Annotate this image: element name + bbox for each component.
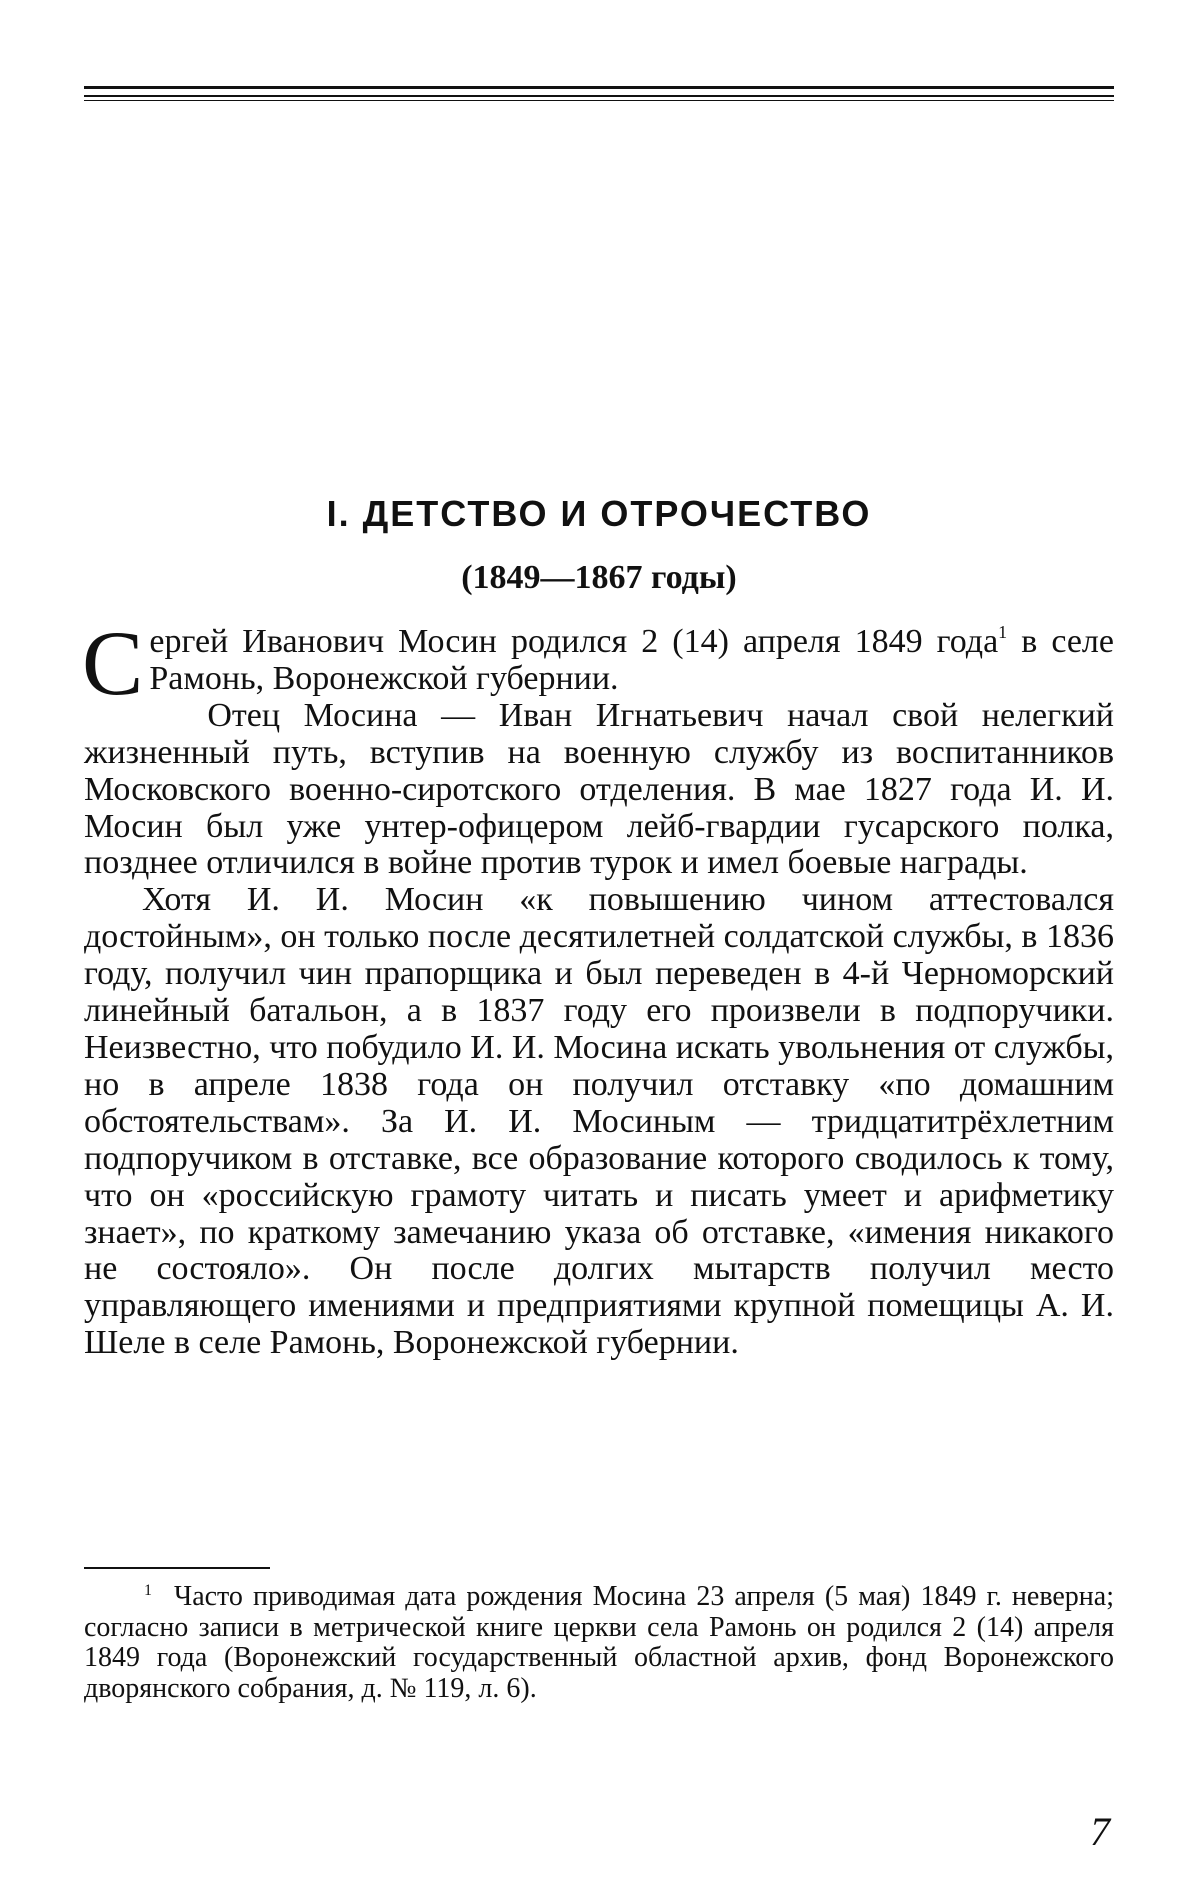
main-text [82,612,1114,1362]
footnote-paragraph [84,1582,1114,1704]
paragraph-1 [82,612,1114,714]
paragraph-1-text-end: в селе Рамонь, Воронежской губернии. [149,623,1114,697]
footnote-text: Часто приводимая дата рождения Мосина 23 апреля (5 мая) 1849 г. неверна; согласно записи в метрической книге церкви села Рамонь он родился 2 (14) апреля 1849 года (Воронежский государственный областной архив, фонд Воронежского дворянского собрания, д. № 119, л. 6). [84,1581,1114,1704]
header-rule-thick [84,86,1114,89]
footnote-marker: 1 [144,1582,152,1599]
footnote-reference[interactable]: 1 [998,622,1008,642]
header-rule-middle [84,95,1114,97]
footnote-separator [84,1567,270,1569]
drop-cap: С [82,612,144,714]
page-number: 7 [1090,1809,1110,1854]
paragraph-3: Хотя И. И. Мосин «к повышению чином аттестовался достойным», он только после десятилетней солдатской службы, в 1836 году, получил чин прапорщика и был переведен в 4-й Черноморский линейный батальон, а в 1837 году его произвели в подпоручики. Неизвестно, что побудило И. И. Мосина искать увольнения от службы, но в апреле 1838 года он получил отставку «по домашним обстоятельствам». За И. И. Мосиным — тридцатитрёхлетним подпоручиком в отставке, все образование которого сводилось к тому, что он «российскую грамоту читать и писать умеет и арифметику знает», по краткому замечанию указа об отставке, «имения никакого не состояло». Он после долгих мытарств получил место управляющего имениями и предприятиями крупной помещицы А. И. Шеле в селе Рамонь, Воронежской губернии. [84,881,1114,1362]
paragraph-2: Отец Мосина — Иван Игнатьевич начал свой нелегкий жизненный путь, вступив на военную службу из воспитанников Московского военно-сиротского отделения. В мае 1827 года И. И. Мосин был уже унтер-офицером лейб-гвардии гусарского полка, позднее отличился в войне против турок и имел боевые награды. [84,696,1114,882]
header-rule-thin [84,100,1114,101]
footnote [84,1582,1114,1704]
paragraph-1-text: ергей Иванович Мосин родился 2 (14) апреля 1849 года [149,623,999,660]
chapter-years: (1849—1867 годы) [461,559,737,596]
chapter-title: I. ДЕТСТВО И ОТРОЧЕСТВО [326,493,872,534]
